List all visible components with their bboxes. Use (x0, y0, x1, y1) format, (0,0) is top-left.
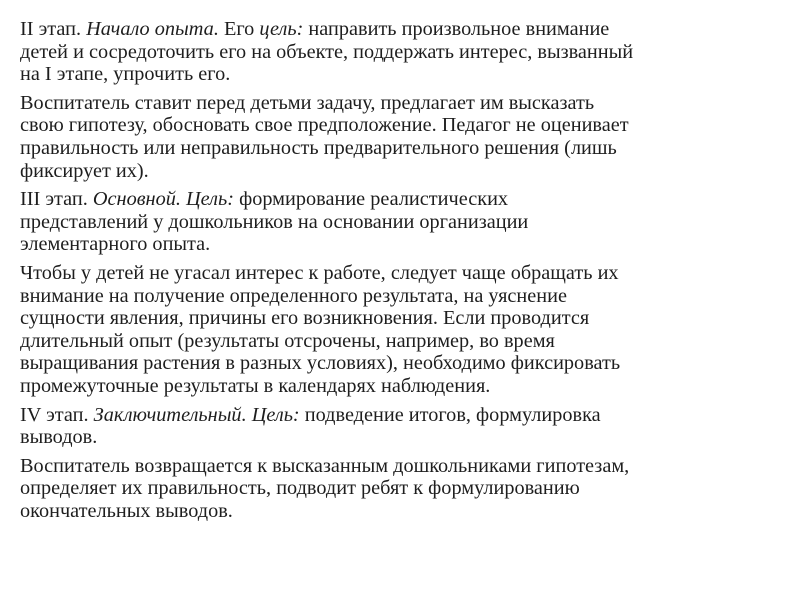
text-line (20, 211, 790, 234)
text-segment: свою гипотезу, обосновать свое предположение. Педагог не оценивает (20, 114, 629, 137)
paragraph (20, 92, 790, 182)
paragraph (20, 455, 790, 523)
text-line (20, 41, 790, 64)
paragraph (20, 262, 790, 398)
italic-text: цель: (259, 18, 304, 40)
text-segment: подведение итогов, формулировка (299, 403, 601, 426)
text-segment: Чтобы у детей не угасал интерес к работе, следует чаще обращать их (20, 261, 619, 284)
text-line (20, 404, 790, 427)
text-line (20, 262, 790, 285)
text-line (20, 233, 790, 256)
text-segment: правильность или неправильность предварительного решения (лишь (20, 136, 617, 159)
text-segment: IV этап. (20, 403, 94, 426)
text-segment: II этап. (20, 18, 87, 40)
paragraph (20, 18, 790, 86)
text-segment: элементарного опыта. (20, 233, 211, 256)
text-segment: III этап. (20, 188, 93, 211)
paragraph (20, 404, 790, 449)
text-line (20, 500, 790, 523)
text-segment: фиксирует их). (20, 159, 149, 182)
text-segment: промежуточные результаты в календарях наблюдения. (20, 374, 491, 397)
text-segment: окончательных выводов. (20, 499, 233, 522)
text-segment: определяет их правильность, подводит ребят к формулированию (20, 477, 580, 500)
text-line (20, 137, 790, 160)
text-segment: Воспитатель ставит перед детьми задачу, предлагает им высказать (20, 91, 595, 114)
text-line (20, 188, 790, 211)
italic-text: Заключительный. Цель: (93, 403, 300, 426)
italic-text: Начало опыта. (86, 18, 219, 40)
text-segment: направить произвольное внимание (303, 18, 610, 40)
text-segment: выводов. (20, 426, 98, 449)
text-segment: внимание на получение определенного результата, на уяснение (20, 284, 567, 307)
paragraph (20, 188, 790, 256)
text-line (20, 455, 790, 478)
text-line (20, 18, 790, 41)
text-segment: сущности явления, причины его возникновения. Если проводится (20, 307, 590, 330)
text-segment: Воспитатель возвращается к высказанным дошкольниками гипотезам, (20, 454, 630, 477)
text-line (20, 114, 790, 137)
text-line (20, 426, 790, 449)
text-segment: детей и сосредоточить его на объекте, поддержать интерес, вызванный (20, 40, 634, 63)
document-body (20, 18, 790, 528)
text-segment: формирование реалистических (234, 188, 509, 211)
text-line (20, 477, 790, 500)
text-line (20, 307, 790, 330)
text-line (20, 285, 790, 308)
text-segment: длительный опыт (результаты отсрочены, например, во время (20, 329, 555, 352)
text-line (20, 352, 790, 375)
italic-text: Основной. Цель: (92, 188, 234, 211)
text-segment: на I этапе, упрочить его. (20, 63, 231, 86)
text-line (20, 92, 790, 115)
text-line (20, 63, 790, 86)
text-segment: представлений у дошкольников на основании организации (20, 210, 529, 233)
text-segment: Его (218, 18, 260, 40)
text-line (20, 375, 790, 398)
text-segment: выращивания растения в разных условиях), необходимо фиксировать (20, 352, 621, 375)
text-line (20, 330, 790, 353)
text-line (20, 160, 790, 183)
